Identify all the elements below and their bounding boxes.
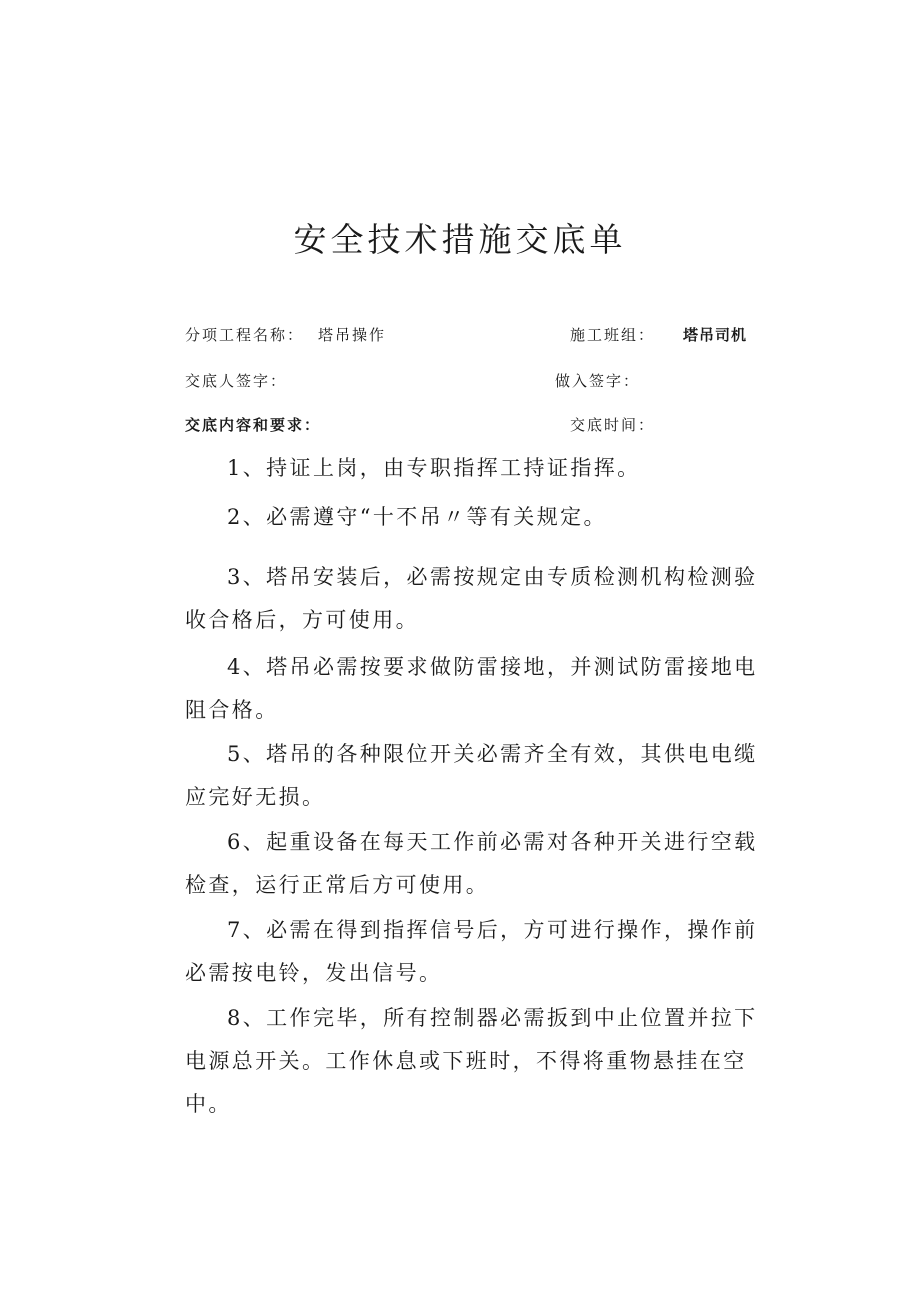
discloser-signature-label: 交底人签字： bbox=[185, 372, 288, 390]
work-team-value: 塔吊司机 bbox=[683, 326, 748, 344]
requirement-item-3: 3、塔吊安装后，必需按规定由专质检测机构检测验 收合格后，方可使用。 bbox=[185, 565, 758, 632]
project-name-value: 塔吊操作 bbox=[318, 326, 387, 344]
content-requirements-label: 交底内容和要求： bbox=[185, 416, 322, 434]
requirement-item-6: 6、起重设备在每天工作前必需对各种开关进行空载 检查，运行正常后方可使用。 bbox=[185, 830, 758, 897]
document-title: 安全技术措施交底单 bbox=[293, 220, 627, 259]
requirement-item-8: 8、工作完毕，所有控制器必需扳到中止位置并拉下 电源总开关。工作休息或下班时，不得将重物悬挂在空 中。 bbox=[185, 1006, 758, 1116]
requirement-item-2: 2、必需遵守“十不吊〃等有关规定。 bbox=[227, 505, 607, 529]
requirements-list bbox=[185, 0, 785, 1301]
requirement-item-1: 1、持证上岗，由专职指挥工持证指挥。 bbox=[227, 456, 641, 480]
work-team-label: 施工班组： bbox=[570, 326, 656, 344]
receiver-signature-label: 做入签字： bbox=[555, 372, 641, 390]
requirement-item-7: 7、必需在得到指挥信号后，方可进行操作，操作前 必需按电铃，发出信号。 bbox=[185, 918, 758, 985]
requirement-item-5: 5、塔吊的各种限位开关必需齐全有效，其供电电缆 应完好无损。 bbox=[185, 742, 758, 809]
disclosure-time-label: 交底时间： bbox=[570, 416, 656, 434]
requirement-item-4: 4、塔吊必需按要求做防雷接地，并测试防雷接地电 阻合格。 bbox=[185, 655, 758, 722]
project-name-label: 分项工程名称： bbox=[185, 326, 305, 344]
